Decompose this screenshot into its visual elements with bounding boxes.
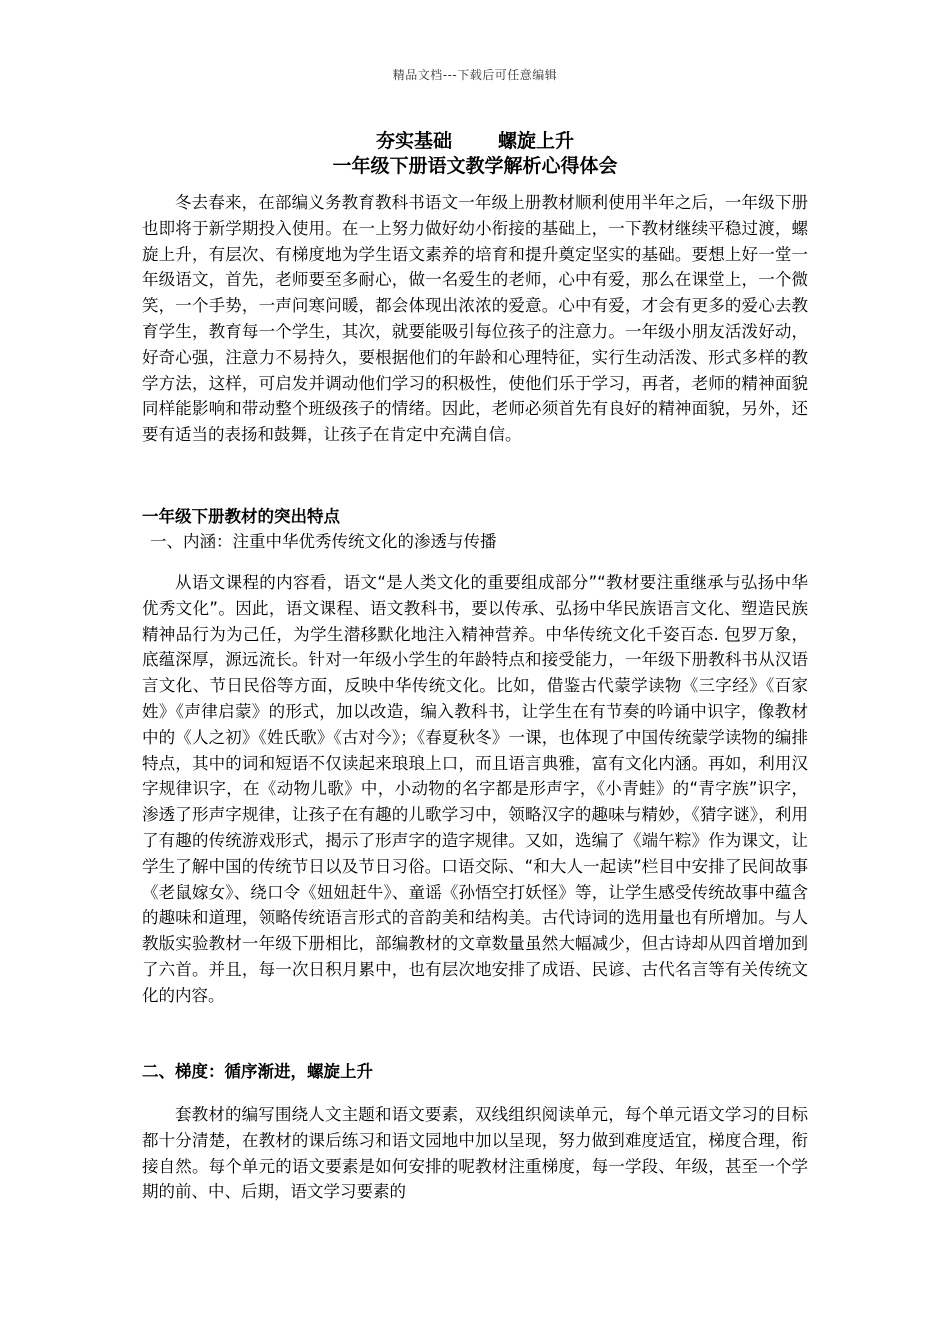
document-title-line1: [0, 128, 950, 154]
page-header: 精品文档---下载后可任意编辑: [392, 68, 558, 82]
title-right-phrase: 螺旋上升: [498, 130, 575, 152]
section-heading-features: 一年级下册教材的突出特点: [142, 507, 340, 526]
document-title-line2: 一年级下册语文教学解析心得体会: [332, 155, 618, 177]
subsection-heading-gradient: 二、梯度：循序渐进，螺旋上升: [142, 1062, 373, 1081]
intro-section: [142, 190, 808, 448]
culture-section: [142, 570, 808, 1009]
culture-paragraph: 从语文课程的内容看，语文“是人类文化的重要组成部分”“教材要注重继承与弘扬中华优秀文化”。因此，语文课程、语文教科书，要以传承、弘扬中华民族语言文化、塑造民族精神品行为为己任，为学生潜移默化地注入精神营养。中华传统文化千姿百态. 包罗万象，底蕴深厚，源远流长。针对一年级小学生的年龄特点和接受能力，一年级下册教科书从汉语言文化、节日民俗等方面，反映中华传统文化。比如，借鉴古代蒙学读物《三字经》《百家姓》《声律启蒙》的形式，加以改造，编入教科书，让学生在有节奏的吟诵中识字，像教材中的《人之初》《姓氏歌》《古对今》；《春夏秋冬》一课，也体现了中国传统蒙学读物的编排特点，其中的词和短语不仅读起来琅琅上口，而且语言典雅，富有文化内涵。再如，利用汉字规律识字，在《动物儿歌》中，小动物的名字都是形声字，《小青蛙》的“青字族”识字，渗透了形声字规律，让孩子在有趣的儿歌学习中，领略汉字的趣味与精妙，《猜字谜》，利用了有趣的传统游戏形式，揭示了形声字的造字规律。又如，选编了《端午粽》作为课文，让学生了解中国的传统节日以及节日习俗。口语交际、“和大人一起读”栏目中安排了民间故事《老鼠嫁女》、绕口令《妞妞赶牛》、童谣《孙悟空打妖怪》等，让学生感受传统故事中蕴含的趣味和道理，领略传统语言形式的音韵美和结构美。古代诗词的选用量也有所增加。与人教版实验教材一年级下册相比，部编教材的文章数量虽然大幅减少，但古诗却从四首增加到了六首。并且，每一次日积月累中，也有层次地安排了成语、民谚、古代名言等有关传统文化的内容。: [142, 573, 808, 1005]
intro-paragraph: 冬去春来，在部编义务教育教科书语文一年级上册教材顺利使用半年之后，一年级下册也即将于新学期投入使用。在一上努力做好幼小衔接的基础上，一下教材继续平稳过渡，螺旋上升，有层次、有梯度地为学生语文素养的培育和提升奠定坚实的基础。要想上好一堂一年级语文，首先，老师要至多耐心，做一名爱生的老师，心中有爱，那么在课堂上，一个微笑，一个手势，一声问寒问暖，都会体现出浓浓的爱意。心中有爱，才会有更多的爱心去教育学生，教育每一个学生，其次，就要能吸引每位孩子的注意力。一年级小朋友活泼好动，好奇心强，注意力不易持久，要根据他们的年龄和心理特征，实行生动活泼、形式多样的教学方法，这样，可启发并调动他们学习的积极性，使他们乐于学习，再者，老师的精神面貌同样能影响和带动整个班级孩子的情绪。因此，老师必须首先有良好的精神面貌，另外，还要有适当的表扬和鼓舞，让孩子在肯定中充满自信。: [142, 193, 808, 445]
subsection-heading-culture: 一、内涵：注重中华优秀传统文化的渗透与传播: [150, 532, 497, 551]
gradient-paragraph: 套教材的编写围绕人文主题和语文要素，双线组织阅读单元，每个单元语文学习的目标都十分清楚，在教材的课后练习和语文园地中加以呈现，努力做到难度适宜，梯度合理，衔接自然。每个单元的语文要素是如何安排的呢教材注重梯度，每一学段、年级，甚至一个学期的前、中、后期，语文学习要素的: [142, 1105, 808, 1202]
title-left-phrase: 夯实基础: [375, 130, 452, 152]
gradient-section: [142, 1102, 808, 1205]
